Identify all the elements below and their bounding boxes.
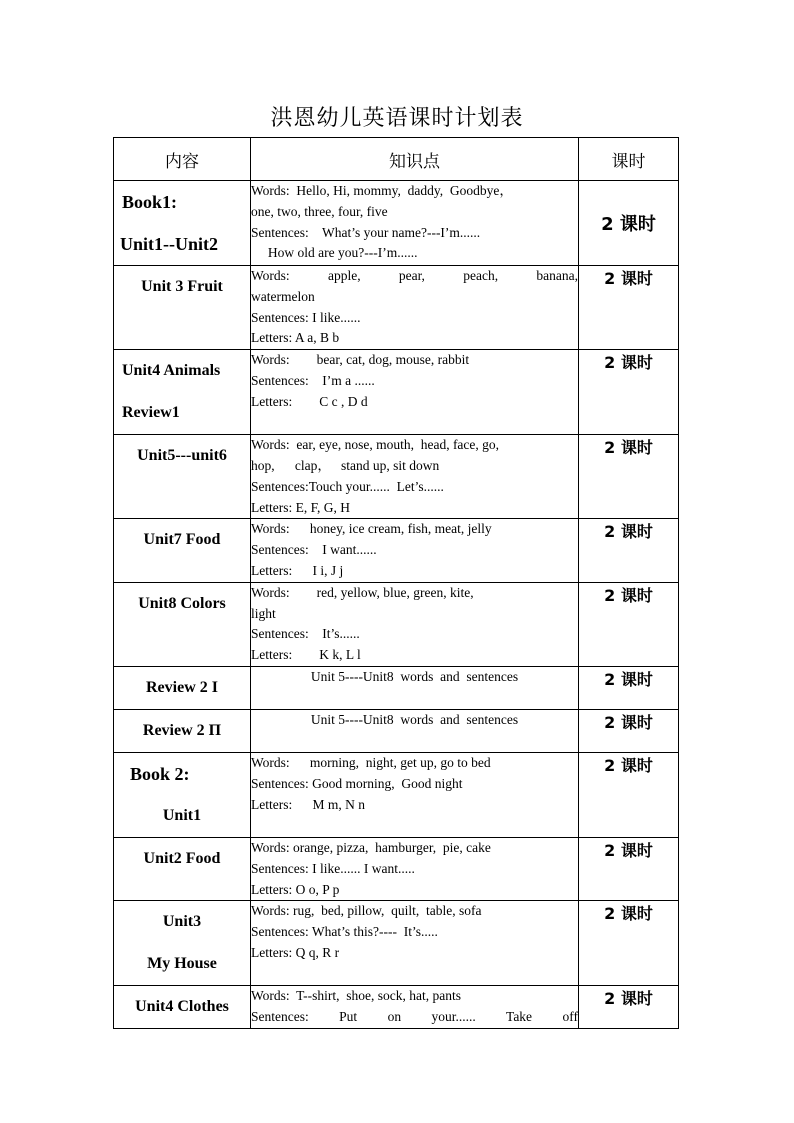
knowledge-line: Words: apple, pear, peach, banana, [251,268,578,283]
knowledge-cell [251,181,579,266]
unit-cell [114,752,251,837]
knowledge-cell [251,986,579,1029]
unit-label: Unit1--Unit2 [120,234,218,254]
knowledge-line: Sentences: What’s this?---- It’s..... [251,924,438,940]
knowledge-line: Sentences: What’s your name?---I’m...... [251,224,481,240]
knowledge-line: Letters: E, F, G, H [251,499,351,515]
unit-label: Unit4 Clothes [135,998,229,1016]
unit-label: Review1 [122,404,180,422]
unit-cell [114,519,251,582]
knowledge-cell [251,752,579,837]
knowledge-line: Words: ear, eye, nose, mouth, head, face, go, [251,437,500,453]
knowledge-cell [251,709,579,752]
knowledge-line: Words: morning, night, get up, go to bed [251,754,491,770]
table-header-row [114,138,679,181]
knowledge-line: light [251,605,276,621]
knowledge-line: Words: Hello, Hi, mommy, daddy, Goodbye， [251,183,513,198]
hours-cell: 2 课时 [579,986,679,1029]
knowledge-line: Sentences: I like...... [251,309,361,325]
header-hours: 课时 [579,138,679,181]
knowledge-cell [251,266,579,350]
table-row [114,666,679,709]
knowledge-line: Sentences:Touch your...... Let’s...... [251,478,444,494]
knowledge-line: Words: rug, bed, pillow, quilt, table, sofa [251,903,482,919]
unit-cell [114,666,251,709]
hours-cell: 2 课时 [579,709,679,752]
unit-cell [114,709,251,752]
hours-cell: 2 课时 [579,837,679,900]
knowledge-cell [251,666,579,709]
unit-cell [114,837,251,900]
knowledge-line: Sentences: I like...... I want..... [251,860,415,876]
unit-cell [114,181,251,266]
unit-label: Book1: [122,192,178,212]
knowledge-line: Words: red, yellow, blue, green, kite, [251,584,474,600]
unit-label: Unit7 Food [143,531,221,549]
table-row [114,837,679,900]
table-row [114,752,679,837]
unit-cell [114,435,251,519]
page-title: 洪恩幼儿英语课时计划表 [270,106,524,131]
knowledge-line: Sentences: Put on your...... Take off [251,1009,578,1025]
knowledge-line: How old are you?---I’m...... [251,245,418,261]
table-row [114,266,679,350]
table-row [114,519,679,582]
knowledge-line: hop, clap， stand up, sit down [251,457,440,473]
table-row [114,709,679,752]
knowledge-line: Sentences: Good morning, Good night [251,775,463,791]
knowledge-line: Words: bear, cat, dog, mouse, rabbit [251,352,470,368]
unit-label: Unit 3 Fruit [141,278,223,295]
unit-cell [114,582,251,666]
knowledge-line: Words: honey, ice cream, fish, meat, jelly [251,521,492,537]
knowledge-line: Letters: A a, B b [251,330,340,346]
knowledge-line: Letters: M m, N n [251,796,365,812]
header-knowledge: 知识点 [251,138,579,181]
unit-label: Review 2 I [146,678,218,696]
table-row [114,350,679,435]
table-row [114,181,679,266]
knowledge-line: watermelon [251,288,315,304]
knowledge-cell [251,901,579,986]
knowledge-line: Letters: O o, P p [251,881,340,897]
unit-label: Book 2: [130,763,190,784]
unit-label: Unit3 [162,913,202,931]
unit-cell [114,986,251,1029]
table-row [114,986,679,1029]
header-content: 内容 [114,138,251,181]
unit-label: Unit5---unit6 [137,447,227,465]
hours-cell: 2 课时 [579,901,679,986]
knowledge-line: Words: T--shirt, shoe, sock, hat, pants [251,988,462,1004]
hours-cell: 2 课时 [579,582,679,666]
knowledge-line: Unit 5----Unit8 words and sentences [310,711,519,727]
unit-cell [114,350,251,435]
unit-label: Unit2 Food [143,849,221,867]
unit-cell [114,266,251,350]
knowledge-line: Sentences: I want...... [251,542,377,558]
knowledge-line: Letters: K k, L l [251,647,361,663]
knowledge-cell [251,837,579,900]
unit-cell [114,901,251,986]
lesson-plan-table [113,137,679,1029]
table-row [114,435,679,519]
knowledge-line: Words: orange, pizza, hamburger, pie, cake [251,839,491,855]
knowledge-line: Unit 5----Unit8 words and sentences [310,668,519,684]
hours-cell: 2 课时 [579,350,679,435]
hours-cell: 2 课时 [579,519,679,582]
hours-cell: 2 课时 [579,435,679,519]
hours-cell: 2 课时 [579,266,679,350]
knowledge-cell [251,435,579,519]
unit-label: Unit8 Colors [138,594,226,612]
unit-label: Unit1 [162,806,202,824]
knowledge-cell [251,582,579,666]
unit-label: Review 2 Π [142,721,222,739]
unit-label: My House [147,955,217,973]
knowledge-line: Letters: C c , D d [251,393,368,409]
hours-cell: 2 课时 [579,666,679,709]
knowledge-line: Letters: Q q, R r [251,944,340,960]
knowledge-cell [251,350,579,435]
knowledge-line: Sentences: It’s...... [251,626,360,642]
table-row [114,582,679,666]
table-row [114,901,679,986]
hours-cell: 2 课时 [579,181,679,266]
knowledge-line: Letters: I i, J j [251,562,344,578]
knowledge-cell [251,519,579,582]
knowledge-line: one, two, three, four, five [251,203,388,219]
knowledge-line: Sentences: I’m a ...... [251,372,375,388]
hours-cell: 2 课时 [579,752,679,837]
unit-label: Unit4 Animals [122,362,221,380]
